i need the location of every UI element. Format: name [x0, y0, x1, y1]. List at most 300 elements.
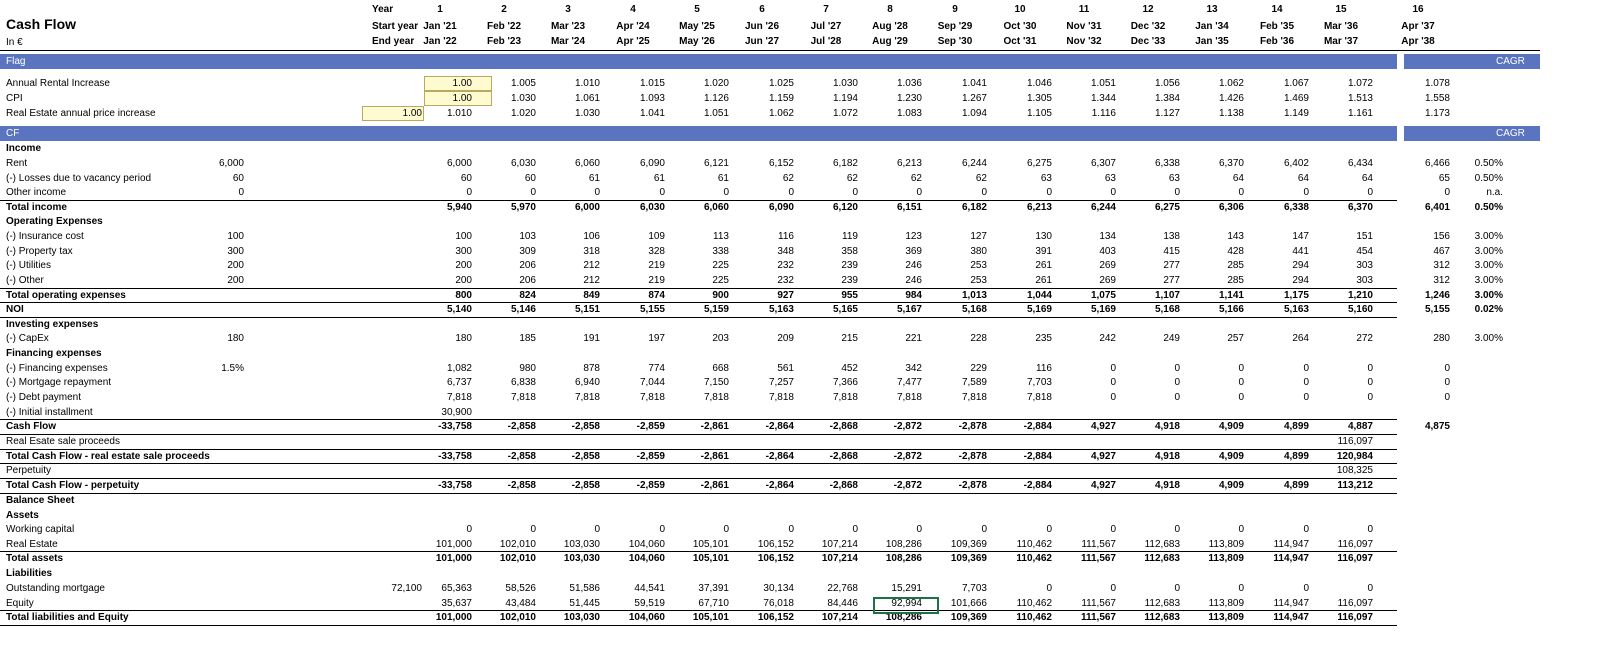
year-value: 7,818 [639, 392, 665, 403]
cagr-value: 3.00% [1474, 333, 1503, 344]
year-value: 235 [1035, 333, 1052, 344]
year-value: 0 [916, 524, 922, 535]
year-value: 62 [910, 173, 922, 184]
year-value: 209 [777, 333, 794, 344]
year-value: 1.078 [1424, 78, 1450, 89]
year-value: 6,338 [1283, 202, 1309, 213]
year-value: 108,325 [1336, 465, 1373, 476]
row-label: (-) Insurance cost [6, 231, 84, 242]
year-value: 0 [852, 187, 858, 198]
start-year: Oct '30 [1003, 21, 1037, 32]
year-value: 30,900 [441, 407, 472, 418]
year-value: 37,391 [698, 583, 729, 594]
year-value: 5,166 [1218, 304, 1244, 315]
year-value: 6,401 [1424, 202, 1450, 213]
year-value: 0 [1367, 583, 1373, 594]
row-border [0, 463, 1397, 464]
year-value: 5,163 [768, 304, 794, 315]
row-label: (-) Debt payment [6, 392, 82, 403]
year-value: 101,000 [435, 612, 472, 623]
row-label: (-) Other [6, 275, 44, 286]
year-value: 955 [841, 290, 858, 301]
sheet-row [0, 610, 1606, 625]
year-value: 219 [648, 275, 665, 286]
row-label: Total assets [6, 553, 64, 564]
year-value: 6,090 [768, 202, 794, 213]
year-number: 9 [952, 4, 958, 15]
row-label: Perpetuity [6, 465, 52, 476]
sheet-row [0, 141, 1606, 156]
year-value: 232 [777, 275, 794, 286]
selected-cell[interactable] [873, 597, 939, 614]
cagr-value: 0.50% [1474, 173, 1503, 184]
year-value: 0 [466, 187, 472, 198]
sheet-row [0, 361, 1606, 376]
year-value: 114,947 [1273, 539, 1309, 550]
year-value: 116 [1036, 363, 1052, 374]
end-year: Feb '23 [486, 36, 522, 47]
year-value: 109 [648, 231, 665, 242]
year-value: 6,120 [832, 202, 858, 213]
year-value: 104,060 [628, 539, 665, 550]
year-value: 874 [648, 290, 665, 301]
year-value: 6,000 [446, 158, 472, 169]
year-value: 114,947 [1273, 598, 1309, 609]
year-value: 878 [583, 363, 600, 374]
year-value: 0 [1046, 583, 1052, 594]
year-value: 111,567 [1081, 598, 1116, 609]
year-value: 1.020 [703, 78, 729, 89]
sheet-row [0, 288, 1606, 303]
year-value: 0 [723, 187, 729, 198]
year-value: 0 [1444, 187, 1450, 198]
year-number: 4 [630, 4, 636, 15]
year-value: 5,940 [446, 202, 472, 213]
year-value: 0 [594, 187, 600, 198]
year-value: 358 [841, 246, 858, 257]
year-value: -2,864 [765, 421, 794, 432]
year-value: 0 [1367, 377, 1373, 388]
year-value: 130 [1035, 231, 1052, 242]
start-year: Mar '23 [550, 21, 586, 32]
year-value: 0 [916, 187, 922, 198]
year-value: 5,168 [961, 304, 987, 315]
year-value: 6,940 [574, 377, 600, 388]
start-year: May '25 [679, 21, 715, 32]
year-value: 215 [841, 333, 858, 344]
row-label: Other income [6, 187, 67, 198]
start-year: Nov '31 [1066, 21, 1102, 32]
flag-cagr-bar [1404, 54, 1540, 69]
year-value: 76,018 [763, 598, 794, 609]
year-value: 114,947 [1273, 553, 1309, 564]
end-year: May '26 [679, 36, 715, 47]
year-value: -2,878 [958, 451, 987, 462]
year-number: 7 [823, 4, 829, 15]
cagr-value: 0.50% [1474, 158, 1503, 169]
year-value: 4,875 [1424, 421, 1450, 432]
assumption-value: 6,000 [218, 158, 244, 169]
year-value: -2,864 [765, 480, 794, 491]
start-year: Jun '26 [744, 21, 780, 32]
row-label: Total Cash Flow - real estate sale proceeds [6, 451, 210, 462]
year-value: 0 [1303, 363, 1309, 374]
row-label: Equity [6, 598, 34, 609]
sheet-row [0, 317, 1606, 332]
year-value: -2,878 [958, 480, 987, 491]
year-value: 119 [842, 231, 858, 242]
year-value: -2,858 [571, 480, 600, 491]
year-value: -2,868 [829, 480, 858, 491]
year-value: 303 [1356, 260, 1373, 271]
row-border [0, 493, 1397, 494]
year-value: 5,151 [574, 304, 600, 315]
year-value: 0 [1367, 187, 1373, 198]
year-value: 103,030 [563, 612, 600, 623]
end-year: Nov '32 [1066, 36, 1102, 47]
start-year: Feb '22 [486, 21, 522, 32]
year-value: -2,861 [700, 421, 729, 432]
sheet-row [0, 331, 1606, 346]
year-value: 1.030 [574, 108, 600, 119]
year-value: 1,175 [1283, 290, 1309, 301]
year-value: 112,683 [1144, 539, 1180, 550]
row-label: Real Estate annual price increase [6, 108, 156, 119]
year-number: 5 [694, 4, 700, 15]
year-value: 0 [1110, 583, 1116, 594]
row-label: (-) Property tax [6, 246, 73, 257]
year-value: -33,758 [438, 451, 472, 462]
year-value: 1.061 [574, 93, 600, 104]
year-value: 774 [648, 363, 665, 374]
year-value: 15,291 [891, 583, 922, 594]
year-value: 109,369 [950, 539, 987, 550]
year-value: 5,970 [510, 202, 536, 213]
year-value: 285 [1227, 260, 1244, 271]
year-value: 0 [1238, 187, 1244, 198]
year-value: 4,887 [1347, 421, 1373, 432]
year-value: 6,182 [832, 158, 858, 169]
year-value: 138 [1163, 231, 1180, 242]
year-value: 0 [1110, 377, 1116, 388]
year-value: 6,275 [1026, 158, 1052, 169]
year-value: 239 [841, 260, 858, 271]
year-value: 100 [455, 231, 472, 242]
year-value: 225 [712, 260, 729, 271]
year-value: 0 [1367, 524, 1373, 535]
year-value: 112,683 [1144, 612, 1180, 623]
year-value: 824 [519, 290, 536, 301]
year-value: 6,402 [1283, 158, 1309, 169]
year-value: 101,000 [435, 539, 472, 550]
year-value: 303 [1356, 275, 1373, 286]
assumption-value: 60 [232, 173, 244, 184]
year-value: 105,101 [692, 539, 729, 550]
year-value: 269 [1099, 260, 1116, 271]
year-number: 3 [565, 4, 571, 15]
year-value: 1.558 [1424, 93, 1450, 104]
year-value: 6,121 [703, 158, 729, 169]
year-value: 0 [1238, 392, 1244, 403]
row-label: Working capital [6, 524, 75, 535]
sheet-row [0, 581, 1606, 596]
year-value: 0 [1110, 524, 1116, 535]
year-value: 309 [519, 246, 536, 257]
year-value: 0 [1303, 392, 1309, 403]
year-value: 200 [455, 275, 472, 286]
end-year: Jan '35 [1195, 36, 1229, 47]
year-value: 143 [1227, 231, 1244, 242]
year-value: 257 [1227, 333, 1244, 344]
year-value: 5,155 [1424, 304, 1450, 315]
row-label: Total operating expenses [6, 290, 126, 301]
year-value: 6,030 [639, 202, 665, 213]
year-value: 6,306 [1218, 202, 1244, 213]
year-value: 112,683 [1144, 553, 1180, 564]
year-value: 113,809 [1208, 553, 1244, 564]
year-value: 6,244 [961, 158, 987, 169]
year-value: 348 [777, 246, 794, 257]
row-label: (-) Mortgage repayment [6, 377, 112, 388]
year-value: 101,000 [435, 553, 472, 564]
year-value: 1.072 [832, 108, 858, 119]
year-value: 206 [519, 260, 536, 271]
year-value: 105,101 [692, 612, 729, 623]
row-label: Liabilities [6, 568, 53, 579]
year-value: 1.344 [1090, 93, 1116, 104]
end-year: Apr '38 [1401, 36, 1435, 47]
year-value: 0 [1238, 524, 1244, 535]
year-value: 109,369 [950, 553, 987, 564]
year-value: 391 [1035, 246, 1052, 257]
start-year: Apr '37 [1401, 21, 1435, 32]
year-value: 7,818 [832, 392, 858, 403]
cagr-value: 0.50% [1474, 202, 1503, 213]
year-value: 800 [455, 290, 472, 301]
sheet-row [0, 551, 1606, 566]
year-value: 110,462 [1016, 612, 1052, 623]
year-value: 1.138 [1218, 108, 1244, 119]
year-value: 0 [530, 187, 536, 198]
year-value: 452 [841, 363, 858, 374]
year-value: 116 [778, 231, 794, 242]
end-year: Sep '30 [937, 36, 973, 47]
start-value: 1.00 [402, 108, 422, 119]
year-value: 6,838 [510, 377, 536, 388]
year-value: 4,918 [1154, 421, 1180, 432]
year-value: 221 [905, 333, 922, 344]
year-value: 111,567 [1080, 612, 1116, 623]
year-value: 246 [905, 260, 922, 271]
year-value: 6,152 [768, 158, 794, 169]
year-value: 7,818 [961, 392, 987, 403]
year-value: -2,884 [1023, 421, 1052, 432]
year-value: 1.159 [768, 93, 794, 104]
year-value: 428 [1227, 246, 1244, 257]
sheet-row [0, 258, 1606, 273]
year-number: 12 [1142, 4, 1154, 15]
year-value: 0 [1303, 583, 1309, 594]
year-value: 58,526 [505, 583, 536, 594]
year-value: 849 [583, 290, 600, 301]
year-value: -2,861 [700, 451, 729, 462]
year-value: 0 [1174, 583, 1180, 594]
year-value: 5,140 [446, 304, 472, 315]
year-value: 1.384 [1154, 93, 1180, 104]
year-value: 441 [1292, 246, 1309, 257]
start-value: 72,100 [391, 583, 422, 594]
year-value: -2,884 [1023, 451, 1052, 462]
year-value: 6,090 [639, 158, 665, 169]
year-value: 261 [1035, 275, 1052, 286]
year-value: 0 [659, 187, 665, 198]
year-value: 338 [712, 246, 729, 257]
year-value: 62 [782, 173, 794, 184]
year-value: 110,462 [1016, 553, 1052, 564]
sheet-row [0, 302, 1606, 317]
cagr-value: 3.00% [1474, 275, 1503, 286]
sheet-row [0, 156, 1606, 171]
year-value: 206 [519, 275, 536, 286]
year-value: 0 [852, 524, 858, 535]
year-value: 64 [1297, 173, 1309, 184]
year-value: 264 [1292, 333, 1309, 344]
row-border [0, 317, 1397, 318]
year-value: 0 [981, 187, 987, 198]
end-year: Dec '33 [1130, 36, 1166, 47]
year-value: 7,477 [896, 377, 922, 388]
end-year: Mar '37 [1323, 36, 1359, 47]
end-year: Jul '28 [810, 36, 842, 47]
year-value: 1.083 [896, 108, 922, 119]
year-value: 1.426 [1218, 93, 1244, 104]
flag-cagr-label: CAGR [1496, 56, 1525, 67]
sheet-row [0, 244, 1606, 259]
year-value: 180 [455, 333, 472, 344]
sheet-row [0, 91, 1606, 106]
year-value: 4,899 [1283, 480, 1309, 491]
year-value: 0 [788, 187, 794, 198]
year-value: 4,927 [1090, 421, 1116, 432]
start-year: Apr '24 [616, 21, 650, 32]
year-value: 0 [788, 524, 794, 535]
row-label: (-) Financing expenses [6, 363, 108, 374]
year-value: 6,060 [574, 158, 600, 169]
year-value: 253 [970, 260, 987, 271]
year-value: 92,994 [891, 598, 922, 609]
year-value: 107,214 [821, 539, 858, 550]
year-value: 0 [1110, 392, 1116, 403]
year-value: -2,858 [507, 480, 536, 491]
year-value: 212 [583, 260, 600, 271]
row-label: (-) Initial installment [6, 407, 93, 418]
row-label: Balance Sheet [6, 495, 75, 506]
flag-section-label: Flag [6, 56, 26, 67]
year-value: 1.194 [832, 93, 858, 104]
year-number: 16 [1412, 4, 1424, 15]
sheet-title: Cash Flow [6, 16, 77, 32]
end-year: Oct '31 [1003, 36, 1037, 47]
year-value: 134 [1099, 231, 1116, 242]
year-value: 0 [1046, 187, 1052, 198]
year-value: 101,666 [950, 598, 987, 609]
start-year: Jan '21 [423, 21, 457, 32]
year-value: 415 [1163, 246, 1180, 257]
year-value: 6,737 [446, 377, 472, 388]
year-value: -2,868 [829, 451, 858, 462]
year-value: 318 [583, 246, 600, 257]
year-value: 369 [905, 246, 922, 257]
year-value: 62 [975, 173, 987, 184]
year-value: 1.469 [1283, 93, 1309, 104]
year-number: 10 [1014, 4, 1026, 15]
year-value: 106,152 [757, 612, 794, 623]
year-value: 0 [530, 524, 536, 535]
year-value: 219 [648, 260, 665, 271]
year-value: 7,044 [639, 377, 665, 388]
row-label: (-) Utilities [6, 260, 51, 271]
year-value: 1.056 [1154, 78, 1180, 89]
row-label: NOI [6, 304, 24, 315]
year-value: 0 [981, 524, 987, 535]
assumption-value: 300 [227, 246, 244, 257]
year-value: 65 [1438, 173, 1450, 184]
year-value: 44,541 [634, 583, 665, 594]
start-year: Mar '36 [1323, 21, 1359, 32]
sheet-row [0, 493, 1606, 508]
year-value: 1,013 [961, 290, 987, 301]
year-value: 60 [460, 173, 472, 184]
cf-section-label: CF [6, 128, 20, 139]
year-value: 5,169 [1090, 304, 1116, 315]
year-value: 1.230 [896, 93, 922, 104]
year-value: -2,884 [1023, 480, 1052, 491]
year-value: 113,809 [1208, 612, 1244, 623]
year-value: 6,244 [1090, 202, 1116, 213]
sheet-row [0, 375, 1606, 390]
row-border [0, 434, 1397, 435]
year-value: 4,909 [1218, 480, 1244, 491]
row-label: CPI [6, 93, 23, 104]
cagr-value: 3.00% [1474, 260, 1503, 271]
year-value: 1.093 [639, 93, 665, 104]
year-value: 1.036 [896, 78, 922, 89]
year-value: 103,030 [563, 553, 600, 564]
year-value: 109,369 [950, 612, 987, 623]
year-value: 113,809 [1208, 598, 1244, 609]
row-label: Annual Rental Increase [6, 78, 110, 89]
year-value: 4,918 [1154, 480, 1180, 491]
year-value: 4,918 [1154, 451, 1180, 462]
year-value: 300 [455, 246, 472, 257]
year-value: 1.173 [1424, 108, 1450, 119]
year-value: 5,163 [1283, 304, 1309, 315]
year-value: 1,044 [1026, 290, 1052, 301]
year-value: 312 [1433, 260, 1450, 271]
year-value: 105,101 [692, 553, 729, 564]
year-value: -2,861 [700, 480, 729, 491]
cf-cagr-label: CAGR [1496, 128, 1525, 139]
year-value: 246 [905, 275, 922, 286]
year-value: 0 [1174, 187, 1180, 198]
year-value: 62 [846, 173, 858, 184]
year-value: 0 [1444, 363, 1450, 374]
year-value: 151 [1356, 231, 1373, 242]
year-value: 4,927 [1090, 480, 1116, 491]
year-value: -2,864 [765, 451, 794, 462]
year-value: 102,010 [499, 539, 536, 550]
year-value: 239 [841, 275, 858, 286]
